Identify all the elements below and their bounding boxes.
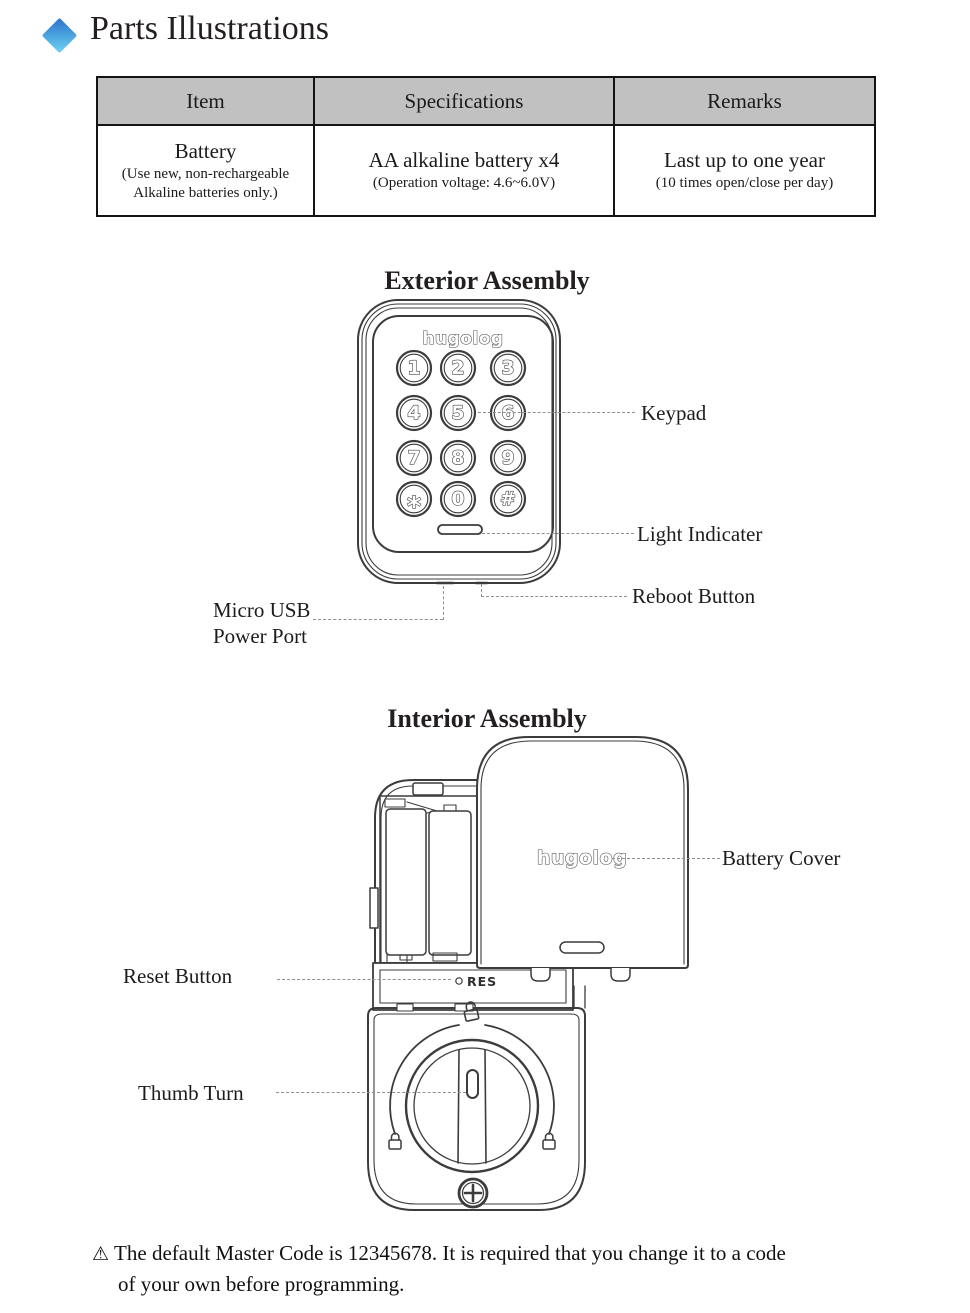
thumb-turn-leader-line [276, 1092, 466, 1093]
item-note: (Use new, non-rechargeable Alkaline batteries only.) [121, 165, 290, 201]
key-4 [397, 396, 431, 430]
svg-text:#: # [500, 488, 516, 510]
col-header-item: Item [97, 77, 314, 125]
keypad-buttons [397, 351, 525, 523]
key-5 [441, 396, 475, 430]
cell-item [97, 125, 314, 216]
key-6 [491, 396, 525, 430]
key-2 [441, 351, 475, 385]
diamond-bullet-icon [42, 18, 77, 53]
exterior-assembly-heading: Exterior Assembly [384, 265, 590, 295]
key-9 [491, 441, 525, 475]
svg-text:7: 7 [407, 447, 421, 469]
battery-cover-leader-line [612, 858, 720, 859]
cell-remarks [614, 125, 875, 216]
usb-leader-line-h [313, 619, 443, 620]
col-header-specifications: Specifications [314, 77, 614, 125]
note-line-2: of your own before programming. [118, 1272, 405, 1296]
compartment-top-tab [413, 783, 443, 795]
item-value: Battery [174, 138, 237, 163]
hugolog-logo-cover: hugolog [536, 847, 628, 869]
lock-icon-right [543, 1133, 555, 1149]
thumb-turn-dial [389, 1001, 555, 1172]
page-title: Parts Illustrations [90, 10, 329, 47]
table-header-row [97, 77, 875, 125]
reset-leader-line [277, 979, 451, 980]
side-latch [370, 888, 378, 928]
label-micro-usb-line1: Micro USB [213, 598, 311, 622]
svg-text:5: 5 [451, 402, 465, 424]
lock-icon-left [389, 1133, 401, 1149]
exterior-keypad-illustration [350, 292, 580, 592]
master-code-note [92, 1238, 786, 1299]
svg-text:1: 1 [407, 357, 421, 379]
label-light-indicator: Light Indicater [637, 522, 763, 546]
hugolog-logo-exterior: hugolog [422, 329, 504, 349]
svg-text:0: 0 [451, 488, 465, 510]
label-thumb-turn: Thumb Turn [138, 1081, 244, 1105]
key-star [397, 482, 431, 523]
svg-text:6: 6 [501, 402, 515, 424]
remarks-note: (10 times open/close per day) [655, 175, 834, 192]
reset-marking: RES [467, 974, 498, 989]
remarks-value: Last up to one year [664, 148, 825, 173]
label-reboot-button: Reboot Button [632, 584, 756, 608]
light-indicator-leader-line [482, 533, 634, 534]
battery-spec-table [96, 76, 876, 217]
svg-text:4: 4 [407, 402, 421, 424]
col-header-remarks: Remarks [614, 77, 875, 125]
note-line-1: ⚠ The default Master Code is 12345678. It is required that you change it to a code [92, 1241, 786, 1265]
cell-specifications [314, 125, 614, 216]
key-1 [397, 351, 431, 385]
key-3 [491, 351, 525, 385]
svg-text:8: 8 [451, 447, 465, 469]
battery-cover [477, 737, 688, 981]
label-micro-usb-line2: Power Port [213, 624, 307, 648]
label-keypad: Keypad [641, 401, 707, 425]
light-indicator-shape [438, 525, 482, 534]
battery-1 [386, 809, 426, 955]
specifications-note: (Operation voltage: 4.6~6.0V) [372, 175, 556, 192]
label-battery-cover: Battery Cover [722, 846, 841, 870]
interior-assembly-heading: Interior Assembly [387, 703, 587, 733]
key-hash [491, 482, 525, 516]
key-8 [441, 441, 475, 475]
label-reset-button: Reset Button [123, 964, 233, 988]
interior-assembly-illustration [355, 730, 700, 1222]
key-0 [441, 482, 475, 516]
key-7 [397, 441, 431, 475]
svg-text:3: 3 [501, 357, 515, 379]
warning-icon: ⚠ [92, 1243, 110, 1265]
cover-tab-left [531, 968, 550, 981]
table-row [97, 125, 875, 216]
specifications-value: AA alkaline battery x4 [368, 148, 560, 173]
battery-2 [429, 811, 471, 955]
svg-text:2: 2 [451, 357, 465, 379]
keypad-leader-line [478, 412, 635, 413]
cover-tab-right [611, 968, 630, 981]
usb-leader-line-v [443, 586, 444, 620]
svg-text:9: 9 [501, 447, 515, 469]
screw-icon [459, 1179, 487, 1207]
reboot-leader-line-h [481, 596, 627, 597]
svg-text:*: * [406, 491, 422, 523]
